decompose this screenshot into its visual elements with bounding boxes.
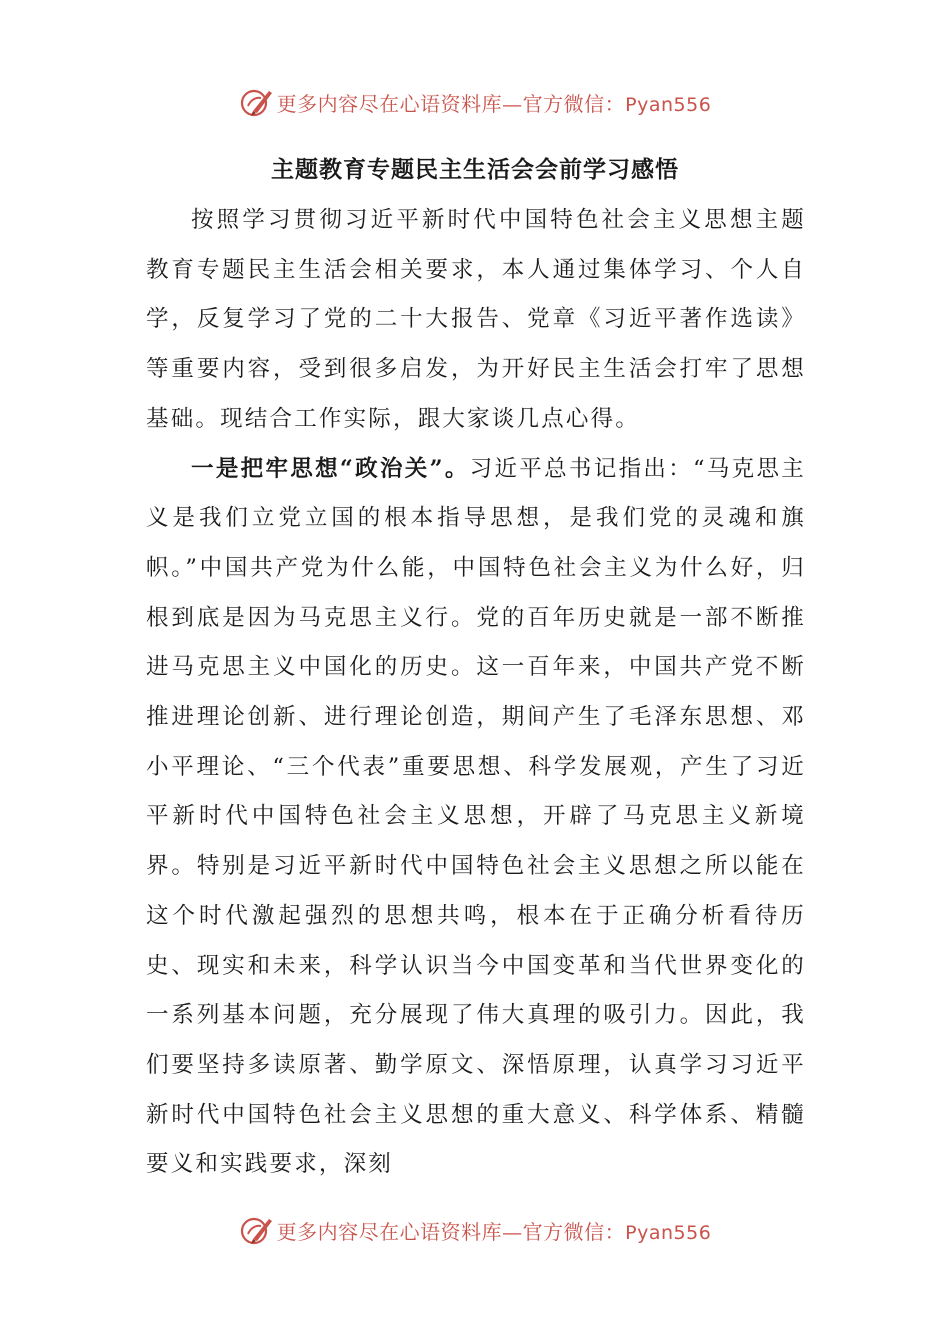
watermark-banner-top xyxy=(0,82,950,122)
wechat-id: Pyan556 xyxy=(625,93,712,116)
pen-logo-icon xyxy=(239,85,273,119)
section-heading: 一是把牢思想“政治关”。 xyxy=(191,455,470,482)
document-body xyxy=(146,196,806,1190)
wechat-id: Pyan556 xyxy=(625,1221,712,1244)
pen-logo-icon xyxy=(239,1213,273,1247)
watermark-banner-bottom xyxy=(0,1210,950,1250)
paragraph-section-one xyxy=(146,445,806,1191)
section-body: 习近平总书记指出：“马克思主义是我们立党立国的根本指导思想，是我们党的灵魂和旗帜。”中国共产党为什么能，中国特色社会主义为什么好，归根到底是因为马克思主义行。党的百年历史就是一部不断推进马克思主义中国化的历史。这一百年来，中国共产党不断推进理论创新、进行理论创造，期间产生了毛泽东思想、邓小平理论、“三个代表”重要思想、科学发展观，产生了习近平新时代中国特色社会主义思想，开辟了马克思主义新境界。特别是习近平新时代中国特色社会主义思想之所以能在这个时代激起强烈的思想共鸣，根本在于正确分析看待历史、现实和未来，科学认识当今中国变革和当代世界变化的一系列基本问题，充分展现了伟大真理的吸引力。因此，我们要坚持多读原著、勤学原文、深悟原理，认真学习习近平新时代中国特色社会主义思想的重大意义、科学体系、精髓要义和实践要求，深刻 xyxy=(146,455,806,1178)
document-title: 主题教育专题民主生活会会前学习感悟 xyxy=(271,156,679,183)
watermark-text: 更多内容尽在心语资料库—官方微信：Pyan556 xyxy=(276,1219,712,1244)
watermark-text: 更多内容尽在心语资料库—官方微信：Pyan556 xyxy=(276,91,712,116)
paragraph-intro: 按照学习贯彻习近平新时代中国特色社会主义思想主题教育专题民主生活会相关要求，本人通过集体学习、个人自学，反复学习了党的二十大报告、党章《习近平著作选读》等重要内容，受到很多启发，为开好民主生活会打牢了思想基础。现结合工作实际，跟大家谈几点心得。 xyxy=(146,207,806,432)
